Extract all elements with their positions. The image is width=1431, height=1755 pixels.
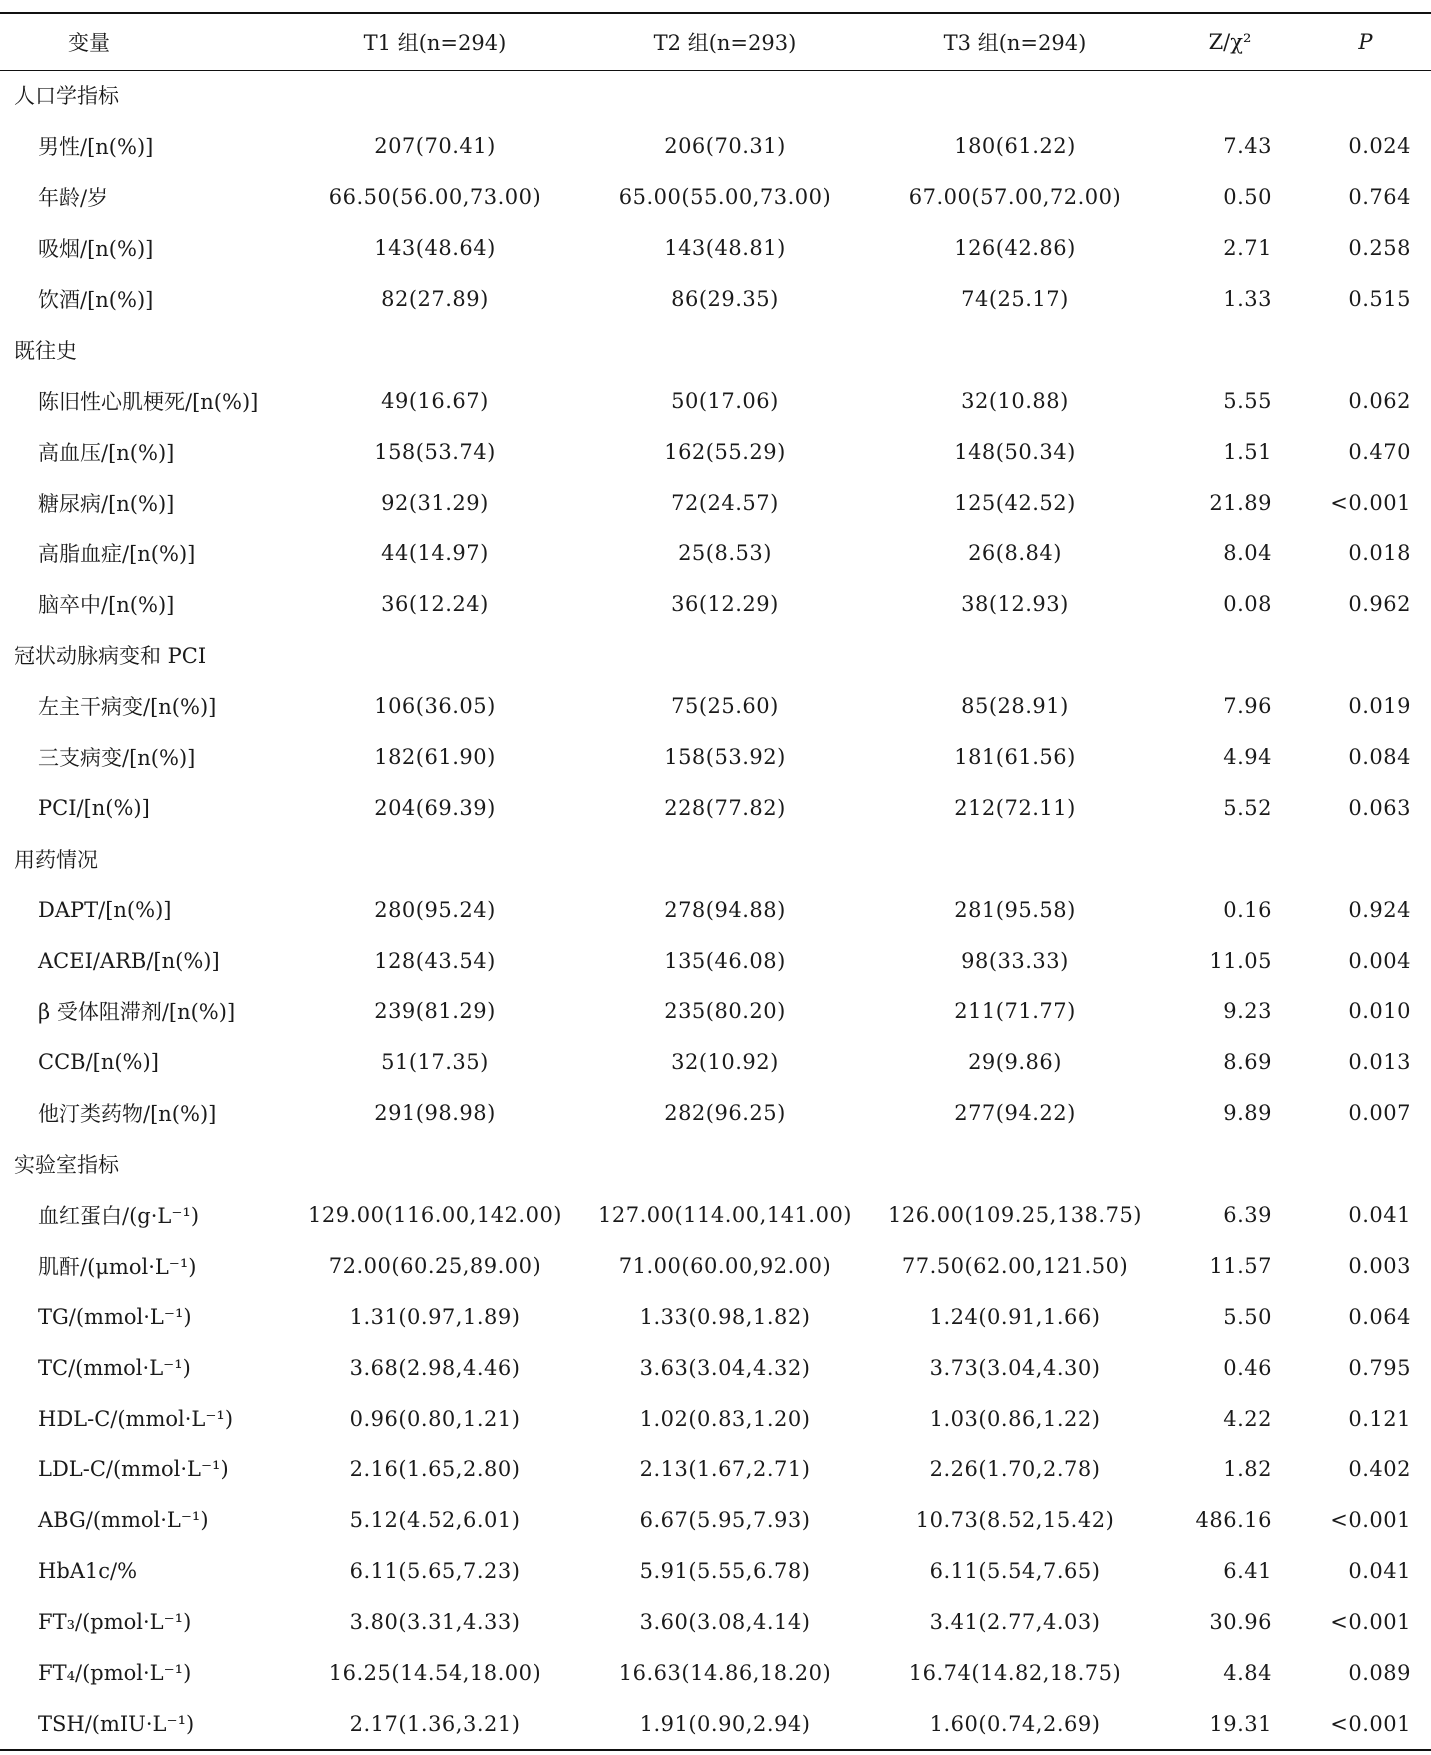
- row-label: 年龄/岁: [38, 186, 109, 211]
- t2-value: 1.91(0.90,2.94): [639, 1711, 811, 1736]
- t1-value: 207(70.41): [374, 134, 496, 159]
- row-label: LDL-C/(mmol·L⁻¹): [38, 1457, 229, 1482]
- statistic-value: 11.57: [1209, 1253, 1272, 1278]
- p-value: 0.470: [1348, 439, 1411, 464]
- header-p-value: P: [1358, 30, 1373, 54]
- table-row: [0, 579, 1431, 630]
- section-header-row: [0, 833, 1431, 884]
- t2-value: 235(80.20): [664, 999, 786, 1024]
- statistic-value: 4.94: [1223, 745, 1272, 770]
- row-label: 三支病变/[n(%)]: [38, 746, 196, 771]
- row-label: HbA1c/%: [38, 1559, 138, 1584]
- t3-value: 148(50.34): [954, 439, 1076, 464]
- t3-value: 281(95.58): [954, 897, 1076, 922]
- t2-value: 2.13(1.67,2.71): [639, 1457, 811, 1482]
- t1-value: 204(69.39): [374, 795, 496, 820]
- header-statistic: Z/χ²: [1208, 30, 1252, 54]
- row-label: 吸烟/[n(%)]: [38, 237, 154, 262]
- table-row: [0, 935, 1431, 986]
- baseline-characteristics-table: [0, 14, 1431, 1749]
- p-value: <0.001: [1330, 1508, 1411, 1533]
- section-label: 既往史: [14, 338, 77, 363]
- statistic-value: 0.46: [1223, 1355, 1272, 1380]
- row-label: β 受体阻滞剂/[n(%)]: [38, 1000, 236, 1025]
- statistic-value: 1.33: [1223, 287, 1272, 311]
- statistic-value: 0.08: [1223, 592, 1272, 617]
- table-row: [0, 1597, 1431, 1648]
- statistic-value: 6.41: [1223, 1559, 1272, 1584]
- table-row: [0, 426, 1431, 477]
- t1-value: 158(53.74): [374, 439, 496, 464]
- section-label: 冠状动脉病变和 PCI: [14, 644, 207, 669]
- section-label: 实验室指标: [14, 1153, 119, 1178]
- p-value: 0.010: [1348, 999, 1411, 1024]
- t3-value: 98(33.33): [961, 948, 1069, 973]
- t2-value: 3.60(3.08,4.14): [639, 1610, 811, 1635]
- row-label: ABG/(mmol·L⁻¹): [38, 1508, 209, 1533]
- table-row: [0, 1495, 1431, 1546]
- row-label: 他汀类药物/[n(%)]: [38, 1102, 217, 1127]
- table-row: [0, 223, 1431, 274]
- row-label: TSH/(mIU·L⁻¹): [38, 1711, 195, 1736]
- table-row: [0, 681, 1431, 732]
- t1-value: 36(12.24): [381, 592, 489, 617]
- p-value: 0.041: [1348, 1203, 1411, 1228]
- t1-value: 16.25(14.54,18.00): [328, 1661, 542, 1686]
- row-label: 高脂血症/[n(%)]: [38, 542, 196, 567]
- t2-value: 158(53.92): [664, 745, 786, 770]
- table-row: [0, 274, 1431, 325]
- p-value: 0.063: [1348, 795, 1411, 820]
- p-value: 0.764: [1348, 185, 1411, 210]
- t1-value: 3.68(2.98,4.46): [349, 1355, 521, 1380]
- t2-value: 71.00(60.00,92.00): [618, 1253, 832, 1278]
- statistic-value: 9.89: [1223, 1101, 1272, 1126]
- t3-value: 2.26(1.70,2.78): [929, 1457, 1101, 1482]
- t1-value: 5.12(4.52,6.01): [349, 1508, 521, 1533]
- statistic-value: 2.71: [1223, 236, 1272, 261]
- statistic-value: 1.51: [1223, 439, 1272, 464]
- t2-value: 5.91(5.55,6.78): [639, 1559, 811, 1584]
- p-value: <0.001: [1330, 490, 1411, 515]
- t1-value: 6.11(5.65,7.23): [349, 1559, 521, 1584]
- p-value: 0.064: [1348, 1304, 1411, 1329]
- t3-value: 1.60(0.74,2.69): [929, 1711, 1101, 1736]
- table-row: [0, 121, 1431, 172]
- statistic-value: 8.69: [1223, 1050, 1272, 1075]
- statistic-value: 7.43: [1223, 134, 1272, 159]
- section-label: 用药情况: [14, 847, 98, 872]
- header-variable: 变量: [68, 31, 110, 55]
- statistic-value: 5.50: [1223, 1304, 1272, 1329]
- t1-value: 2.16(1.65,2.80): [349, 1457, 521, 1482]
- row-label: FT₃/(pmol·L⁻¹): [38, 1610, 192, 1635]
- statistic-value: 1.82: [1223, 1457, 1272, 1482]
- t3-value: 6.11(5.54,7.65): [929, 1559, 1101, 1584]
- p-value: 0.084: [1348, 745, 1411, 770]
- statistic-value: 9.23: [1223, 999, 1272, 1024]
- p-value: 0.018: [1348, 541, 1411, 566]
- row-label: FT₄/(pmol·L⁻¹): [38, 1661, 192, 1686]
- t3-value: 29(9.86): [968, 1050, 1062, 1075]
- table-row: [0, 1648, 1431, 1699]
- table-row: [0, 1240, 1431, 1291]
- statistic-value: 11.05: [1209, 948, 1272, 973]
- t1-value: 291(98.98): [374, 1101, 496, 1126]
- t2-value: 1.02(0.83,1.20): [639, 1406, 811, 1431]
- table-row: [0, 732, 1431, 783]
- p-value: 0.121: [1348, 1406, 1411, 1431]
- t1-value: 44(14.97): [381, 541, 489, 566]
- table-row: [0, 172, 1431, 223]
- t1-value: 2.17(1.36,3.21): [349, 1711, 521, 1736]
- table-row: [0, 375, 1431, 426]
- t2-value: 206(70.31): [664, 134, 786, 159]
- row-label: 肌酐/(μmol·L⁻¹): [38, 1254, 197, 1279]
- table-row: [0, 1699, 1431, 1750]
- table-row: [0, 1037, 1431, 1088]
- row-label: TC/(mmol·L⁻¹): [38, 1355, 191, 1380]
- statistic-value: 21.89: [1209, 490, 1272, 515]
- p-value: 0.007: [1348, 1101, 1411, 1126]
- row-label: 饮酒/[n(%)]: [38, 288, 154, 312]
- statistic-value: 7.96: [1223, 694, 1272, 719]
- t1-value: 66.50(56.00,73.00): [328, 185, 542, 210]
- t1-value: 3.80(3.31,4.33): [349, 1610, 521, 1635]
- p-value: 0.258: [1348, 236, 1411, 261]
- table-row: [0, 986, 1431, 1037]
- statistic-value: 5.52: [1223, 795, 1272, 820]
- t2-value: 16.63(14.86,18.20): [618, 1661, 832, 1686]
- t3-value: 10.73(8.52,15.42): [915, 1508, 1115, 1533]
- table-row: [0, 1190, 1431, 1241]
- t3-value: 1.03(0.86,1.22): [929, 1406, 1101, 1431]
- p-value: 0.089: [1348, 1661, 1411, 1686]
- t3-value: 77.50(62.00,121.50): [901, 1253, 1129, 1278]
- statistic-value: 4.22: [1223, 1406, 1272, 1431]
- p-value: 0.019: [1348, 694, 1411, 719]
- t2-value: 162(55.29): [664, 439, 786, 464]
- t2-value: 86(29.35): [671, 287, 779, 311]
- t3-value: 67.00(57.00,72.00): [908, 185, 1122, 210]
- p-value: 0.024: [1348, 134, 1411, 159]
- t1-value: 280(95.24): [374, 897, 496, 922]
- p-value: 0.795: [1348, 1355, 1411, 1380]
- t1-value: 129.00(116.00,142.00): [308, 1203, 562, 1228]
- header-t1: T1 组(n=294): [363, 31, 507, 55]
- table-row: [0, 1393, 1431, 1444]
- t1-value: 239(81.29): [374, 999, 496, 1024]
- statistic-value: 6.39: [1223, 1203, 1272, 1228]
- t3-value: 277(94.22): [954, 1101, 1076, 1126]
- statistic-value: 5.55: [1223, 388, 1272, 413]
- t1-value: 72.00(60.25,89.00): [328, 1253, 542, 1278]
- t3-value: 74(25.17): [961, 287, 1069, 311]
- t2-value: 50(17.06): [671, 388, 779, 413]
- p-value: 0.003: [1348, 1253, 1411, 1278]
- section-header-row: [0, 70, 1431, 121]
- t3-value: 180(61.22): [954, 134, 1076, 159]
- t2-value: 6.67(5.95,7.93): [639, 1508, 811, 1533]
- t2-value: 278(94.88): [664, 897, 786, 922]
- p-value: 0.962: [1348, 592, 1411, 617]
- t3-value: 85(28.91): [961, 694, 1069, 719]
- statistic-value: 0.50: [1223, 185, 1272, 210]
- t3-value: 126.00(109.25,138.75): [888, 1203, 1142, 1228]
- section-header-row: [0, 1139, 1431, 1190]
- t2-value: 127.00(114.00,141.00): [598, 1203, 852, 1228]
- row-label: 血红蛋白/(g·L⁻¹): [38, 1204, 200, 1229]
- p-value: 0.402: [1348, 1457, 1411, 1482]
- t1-value: 1.31(0.97,1.89): [349, 1304, 521, 1329]
- row-label: 男性/[n(%)]: [38, 135, 154, 160]
- t3-value: 212(72.11): [954, 795, 1076, 820]
- header-t2: T2 组(n=293): [653, 31, 797, 55]
- p-value: 0.004: [1348, 948, 1411, 973]
- table-row: [0, 1444, 1431, 1495]
- row-label: DAPT/[n(%)]: [38, 897, 172, 922]
- table-row: [0, 1546, 1431, 1597]
- p-value: 0.062: [1348, 388, 1411, 413]
- row-label: 左主干病变/[n(%)]: [38, 695, 217, 720]
- t1-value: 82(27.89): [381, 287, 489, 311]
- table-row: [0, 782, 1431, 833]
- table-row: [0, 477, 1431, 528]
- t1-value: 128(43.54): [374, 948, 496, 973]
- row-label: CCB/[n(%)]: [38, 1050, 159, 1075]
- section-label: 人口学指标: [14, 84, 119, 109]
- statistic-value: 30.96: [1209, 1610, 1272, 1635]
- t2-value: 75(25.60): [671, 694, 779, 719]
- p-value: 0.041: [1348, 1559, 1411, 1584]
- table-body: [0, 70, 1431, 1749]
- t3-value: 125(42.52): [954, 490, 1076, 515]
- t3-value: 181(61.56): [954, 745, 1076, 770]
- t2-value: 135(46.08): [664, 948, 786, 973]
- p-value: <0.001: [1330, 1711, 1411, 1736]
- row-label: TG/(mmol·L⁻¹): [38, 1304, 192, 1329]
- t3-value: 126(42.86): [954, 236, 1076, 261]
- t2-value: 228(77.82): [664, 795, 786, 820]
- statistic-value: 4.84: [1223, 1661, 1272, 1686]
- t3-value: 26(8.84): [968, 541, 1062, 566]
- t3-value: 1.24(0.91,1.66): [929, 1304, 1101, 1329]
- t3-value: 3.73(3.04,4.30): [929, 1355, 1101, 1380]
- t1-value: 49(16.67): [381, 388, 489, 413]
- p-value: 0.515: [1348, 287, 1411, 311]
- t2-value: 282(96.25): [664, 1101, 786, 1126]
- table-row: [0, 1291, 1431, 1342]
- row-label: 高血压/[n(%)]: [38, 440, 175, 465]
- t1-value: 92(31.29): [381, 490, 489, 515]
- statistic-value: 19.31: [1209, 1711, 1272, 1736]
- p-value: 0.013: [1348, 1050, 1411, 1075]
- row-label: HDL-C/(mmol·L⁻¹): [38, 1406, 234, 1431]
- t3-value: 16.74(14.82,18.75): [908, 1661, 1122, 1686]
- t1-value: 51(17.35): [381, 1050, 489, 1075]
- t2-value: 143(48.81): [664, 236, 786, 261]
- t3-value: 211(71.77): [954, 999, 1076, 1024]
- section-header-row: [0, 324, 1431, 375]
- t3-value: 38(12.93): [961, 592, 1069, 617]
- t2-value: 1.33(0.98,1.82): [639, 1304, 811, 1329]
- table-row: [0, 1088, 1431, 1139]
- t2-value: 72(24.57): [671, 490, 779, 515]
- row-label: ACEI/ARB/[n(%)]: [38, 948, 220, 973]
- row-label: 糖尿病/[n(%)]: [38, 491, 175, 516]
- statistic-value: 486.16: [1195, 1508, 1272, 1533]
- t2-value: 3.63(3.04,4.32): [639, 1355, 811, 1380]
- statistic-value: 8.04: [1223, 541, 1272, 566]
- row-label: 陈旧性心肌梗死/[n(%)]: [38, 389, 259, 414]
- statistic-value: 0.16: [1223, 897, 1272, 922]
- table-row: [0, 884, 1431, 935]
- row-label: 脑卒中/[n(%)]: [38, 593, 175, 618]
- t1-value: 143(48.64): [374, 236, 496, 261]
- t1-value: 182(61.90): [374, 745, 496, 770]
- table-row: [0, 528, 1431, 579]
- t2-value: 32(10.92): [671, 1050, 779, 1075]
- p-value: <0.001: [1330, 1610, 1411, 1635]
- t3-value: 3.41(2.77,4.03): [929, 1610, 1101, 1635]
- t2-value: 36(12.29): [671, 592, 779, 617]
- t2-value: 65.00(55.00,73.00): [618, 185, 832, 210]
- table-row: [0, 1342, 1431, 1393]
- section-header-row: [0, 630, 1431, 681]
- t1-value: 0.96(0.80,1.21): [349, 1406, 521, 1431]
- table-header-row: [0, 14, 1431, 70]
- row-label: PCI/[n(%)]: [38, 795, 150, 820]
- header-t3: T3 组(n=294): [943, 31, 1087, 55]
- t3-value: 32(10.88): [961, 388, 1069, 413]
- t2-value: 25(8.53): [678, 541, 772, 566]
- p-value: 0.924: [1348, 897, 1411, 922]
- t1-value: 106(36.05): [374, 694, 496, 719]
